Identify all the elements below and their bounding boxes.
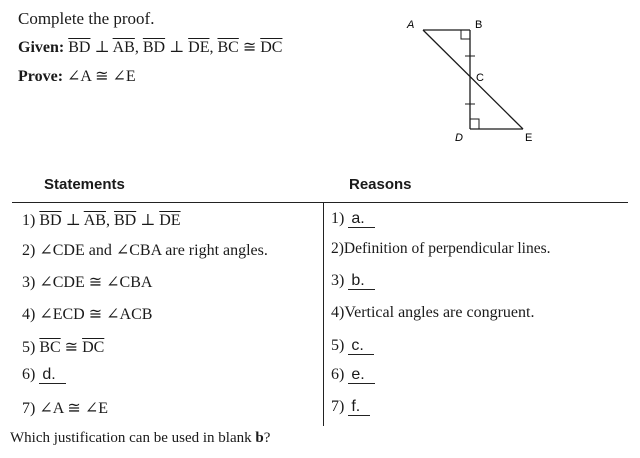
statement-number: 2): [22, 242, 36, 259]
segment-ab: $\overline{AB}$: [112, 39, 135, 56]
table-row: [0, 304, 640, 334]
segment-bd: $\overline{BD}$: [68, 39, 91, 56]
table-row: [0, 272, 640, 302]
label-c: C: [476, 72, 484, 84]
statement-number: 4): [22, 306, 36, 323]
question-blank-letter: b: [255, 430, 264, 446]
reason-text: Vertical angles are congruent.: [344, 304, 535, 321]
comma: ,: [105, 212, 110, 229]
table-row: [0, 366, 640, 396]
perp-symbol: ⊥: [169, 39, 185, 56]
statement-text: ∠A ≅ ∠E: [39, 400, 108, 417]
reason-cell: [331, 398, 370, 416]
reason-blank-f[interactable]: f.: [348, 398, 370, 416]
congruent-symbol: ≅: [64, 339, 79, 356]
comma: ,: [134, 39, 139, 56]
segment-de: $\overline{DE}$: [159, 212, 181, 229]
reason-blank-a[interactable]: a.: [348, 210, 374, 228]
comma: ,: [209, 39, 214, 56]
reason-cell: [331, 366, 375, 384]
given-line: [18, 37, 282, 57]
given-label: Given:: [18, 39, 65, 56]
question-text: [10, 430, 270, 447]
segment-bc: $\overline{BC}$: [217, 39, 239, 56]
reason-number: 5): [331, 337, 345, 354]
reason-number: 7): [331, 398, 345, 415]
perp-symbol: ⊥: [65, 212, 81, 229]
segment-ae-line: [423, 30, 523, 129]
statement-cell: [22, 366, 66, 384]
reason-blank-e[interactable]: e.: [348, 366, 374, 384]
reason-number: 3): [331, 272, 345, 289]
segment-dc: $\overline{DC}$: [260, 39, 283, 56]
segment-bd: $\overline{BD}$: [142, 39, 166, 56]
table-row: [0, 240, 640, 270]
table-row: [0, 210, 640, 240]
label-e: E: [525, 132, 533, 144]
segment-bd: $\overline{BD}$: [39, 212, 62, 229]
reason-cell: [331, 304, 534, 322]
question-prefix: Which justification can be used in blank: [10, 430, 256, 446]
perp-symbol: ⊥: [140, 212, 156, 229]
table-top-rule: [12, 202, 628, 203]
congruent-symbol: ≅: [242, 39, 257, 56]
statement-cell: [22, 304, 152, 324]
statement-text: ∠CDE ≅ ∠CBA: [39, 274, 153, 291]
prove-line: [18, 66, 136, 86]
statement-number: 1): [22, 212, 36, 229]
prove-statement: ∠A ≅ ∠E: [67, 68, 136, 85]
statement-cell: [22, 337, 104, 357]
instruction-text: Complete the proof.: [18, 9, 155, 28]
segment-dc: $\overline{DC}$: [82, 339, 105, 356]
perp-symbol: ⊥: [94, 39, 110, 56]
statement-number: 3): [22, 274, 36, 291]
segment-de: $\overline{DE}$: [188, 39, 210, 56]
right-angle-d-mark: [470, 119, 479, 129]
table-row: [0, 398, 640, 428]
statement-blank-d[interactable]: d.: [39, 366, 65, 384]
statement-text: ∠ECD ≅ ∠ACB: [39, 306, 153, 323]
reason-cell: [331, 337, 374, 355]
statements-header: Statements: [44, 176, 125, 193]
reason-cell: [331, 240, 551, 258]
reasons-header: Reasons: [349, 176, 412, 193]
segment-ab: $\overline{AB}$: [83, 212, 106, 229]
label-a: A: [407, 19, 415, 31]
label-b: B: [475, 19, 483, 31]
reason-number: 6): [331, 366, 345, 383]
reason-cell: [331, 210, 375, 228]
reason-number: 2): [331, 240, 344, 257]
statement-cell: [22, 240, 268, 260]
label-d: D: [455, 132, 463, 144]
reason-blank-b[interactable]: b.: [348, 272, 374, 290]
statement-number: 5): [22, 339, 36, 356]
right-angle-b-mark: [461, 30, 470, 39]
statement-text: ∠CDE and ∠CBA are right angles.: [39, 242, 268, 259]
statement-number: 6): [22, 366, 36, 383]
reason-blank-c[interactable]: c.: [348, 337, 373, 355]
question-suffix: ?: [263, 430, 271, 446]
table-row: [0, 337, 640, 367]
segment-bd: $\overline{BD}$: [113, 212, 137, 229]
geometry-figure: [395, 12, 555, 152]
statement-cell: [22, 272, 152, 292]
prove-label: Prove:: [18, 68, 64, 85]
segment-bc: $\overline{BC}$: [39, 339, 61, 356]
reason-number: 1): [331, 210, 345, 227]
statement-cell: [22, 210, 181, 230]
reason-number: 4): [331, 304, 345, 321]
reason-text: Definition of perpendicular lines.: [343, 240, 551, 257]
reason-cell: [331, 272, 375, 290]
statement-cell: [22, 398, 108, 418]
statement-number: 7): [22, 400, 36, 417]
